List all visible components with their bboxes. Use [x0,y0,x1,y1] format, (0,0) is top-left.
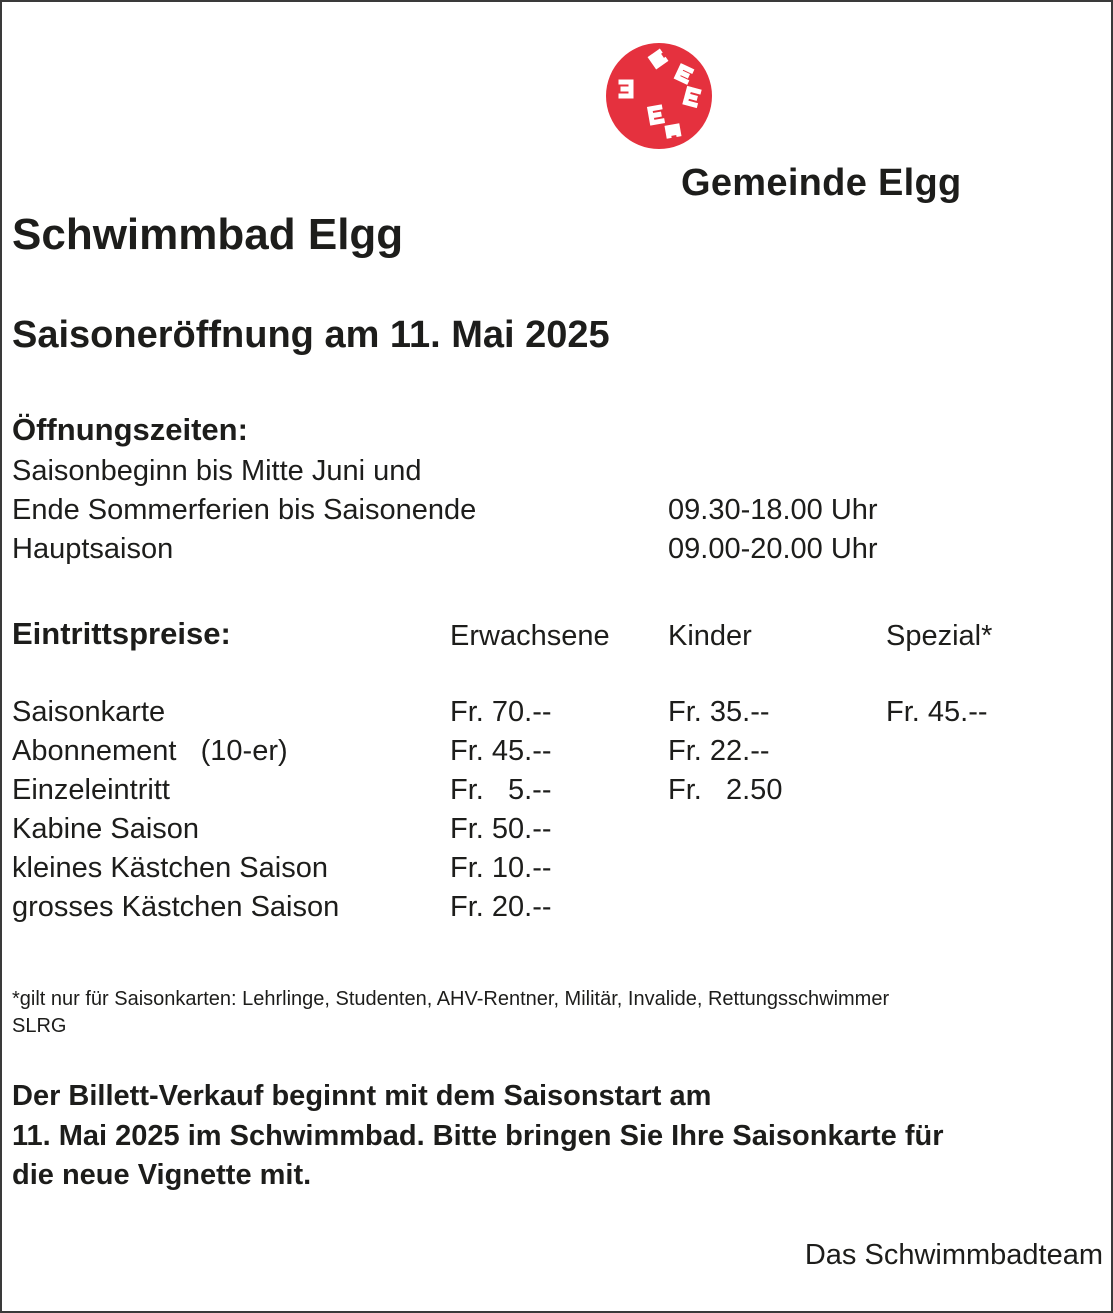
price-adult: Fr. 50.-- [450,813,552,845]
prices-column-header: Kinder [668,620,752,652]
hours-row-label: Ende Sommerferien bis Saisonende [12,494,477,526]
price-child: Fr. 22.-- [668,735,770,767]
logo-wordmark: Gemeinde Elgg [681,162,962,204]
prices-column-header: Erwachsene [450,620,610,652]
price-child: Fr. 2.50 [668,774,783,806]
price-row-label: Einzeleintritt [12,774,170,806]
price-row-label: Saisonkarte [12,696,166,728]
notice-line: 11. Mai 2025 im Schwimmbad. Bitte bringen Sie Ihre Saisonkarte für [12,1120,944,1152]
signature: Das Schwimmbadteam [804,1239,1103,1271]
price-adult: Fr. 20.-- [450,891,552,923]
price-adult: Fr. 70.-- [450,696,552,728]
page-title: Schwimmbad Elgg [12,210,404,259]
prices-heading: Eintrittspreise: [12,616,231,651]
price-row-label: Abonnement (10-er) [12,735,288,767]
price-adult: Fr. 10.-- [450,852,552,884]
footnote-line: SLRG [12,1015,67,1037]
price-child: Fr. 35.-- [668,696,770,728]
price-adult: Fr. 45.-- [450,735,552,767]
hours-row-time: 09.00-20.00 Uhr [668,533,878,565]
footnote-line: *gilt nur für Saisonkarten: Lehrlinge, Studenten, AHV-Rentner, Militär, Invalide, Rettungsschwimmer [12,988,890,1010]
price-special: Fr. 45.-- [886,696,988,728]
notice-line: die neue Vignette mit. [12,1159,312,1191]
price-row-label: Kabine Saison [12,813,200,845]
hours-row-label: Saisonbeginn bis Mitte Juni und [12,455,422,487]
page-subtitle: Saisoneröffnung am 11. Mai 2025 [12,314,610,356]
price-row-label: kleines Kästchen Saison [12,852,328,884]
hours-row-label: Hauptsaison [12,533,174,565]
price-adult: Fr. 5.-- [450,774,552,806]
price-row-label: grosses Kästchen Saison [12,891,340,923]
prices-column-header: Spezial* [886,620,993,652]
gemeinde-elgg-crest-icon [605,42,713,150]
notice-line: Der Billett-Verkauf beginnt mit dem Saisonstart am [12,1080,712,1112]
hours-heading: Öffnungszeiten: [12,412,248,447]
hours-row-time: 09.30-18.00 Uhr [668,494,878,526]
